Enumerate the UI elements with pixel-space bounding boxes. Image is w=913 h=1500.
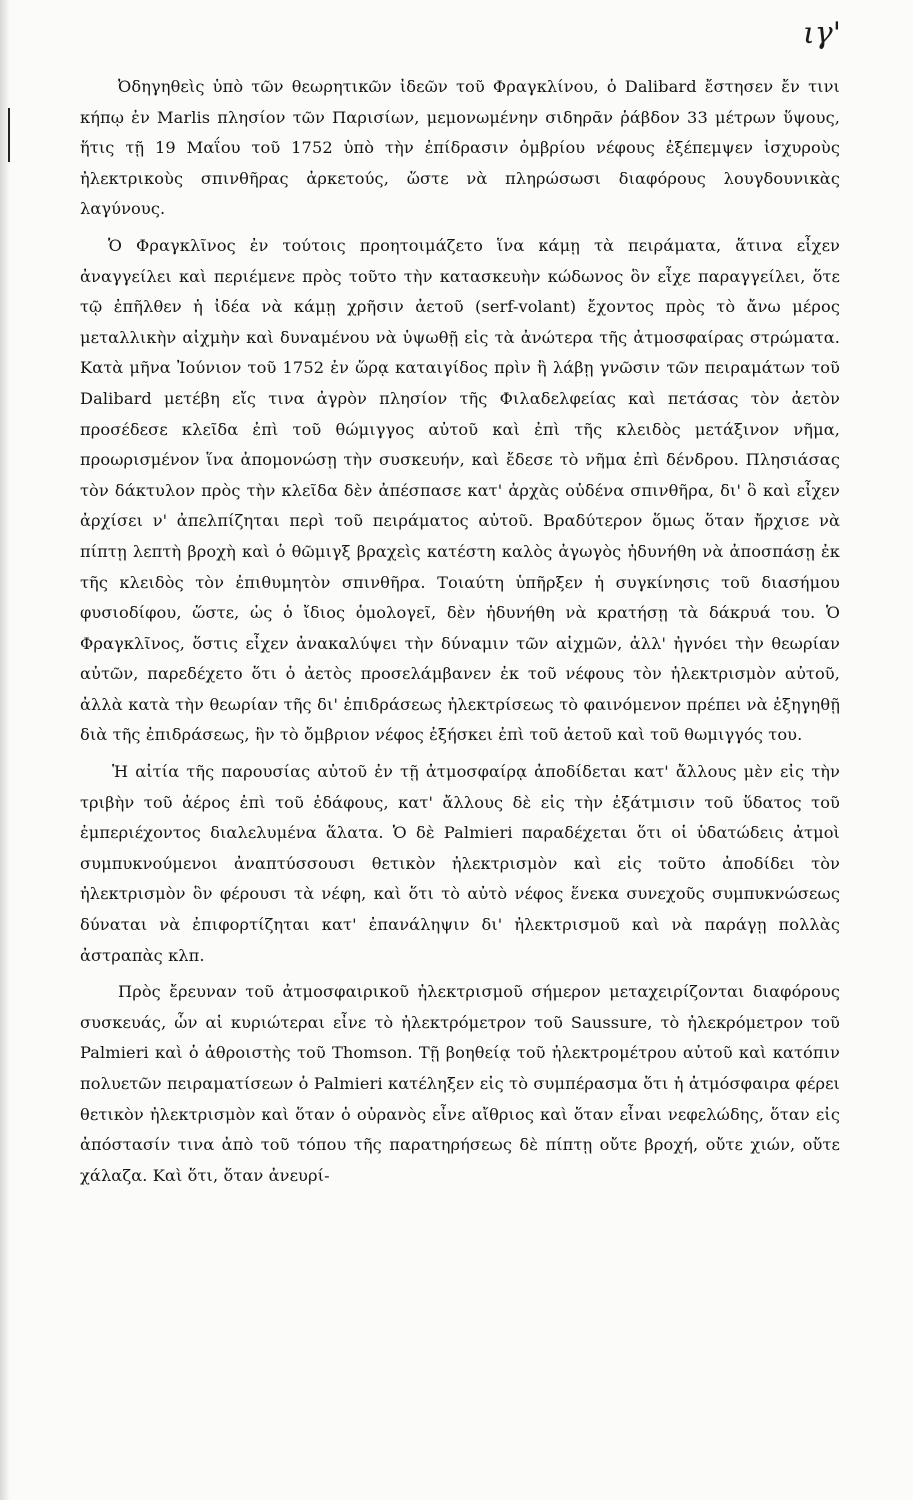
page-number: ιγ' [803, 16, 841, 51]
margin-bracket-mark [0, 108, 10, 162]
paragraph-franklin-kite: Ὁ Φραγκλῖνος ἐν τούτοις προητοιμάζετο ἵνα κάμῃ τὰ πειράματα, ἅτινα εἶχεν ἀναγγείλει καὶ περιέμενε πρὸς τοῦτο τὴν κατασκευὴν κώδωνος ὃν εἶχε παραγγείλει, ὅτε τῷ ἐπῆλθεν ἡ ἰδέα νὰ κάμῃ χρῆσιν ἀετοῦ (serf-volant) ἔχοντος πρὸς τὸ ἄνω μέρος μεταλλικὴν αἰχμὴν καὶ δυναμένου νὰ ὑψωθῇ εἰς τὰ ἀνώτερα τῆς ἀτμοσφαίρας στρώματα. Κατὰ μῆνα Ἰούνιον τοῦ 1752 ἐν ὥρᾳ καταιγίδος πρὶν ἢ λάβῃ γνῶσιν τῶν πειραμάτων τοῦ Dalibard μετέβη εἴς τινα ἀγρὸν πλησίον τῆς Φιλαδελφείας καὶ πετάσας τὸν ἀετὸν προσέδεσε κλεῖδα ἐπὶ τοῦ θώμιγγος αὐτοῦ καὶ ἐπὶ τῆς κλειδὸς μετάξινον νῆμα, προωρισμένον ἵνα ἀπομονώσῃ τὴν συσκευήν, καὶ ἔδεσε τὸ νῆμα ἐπὶ δένδρου. Πλησιάσας τὸν δάκτυλον πρὸς τὴν κλεῖδα δὲν ἀπέσπασε κατ' ἀρχὰς οὐδένα σπινθῆρα, δι' ὃ καὶ εἶχεν ἀρχίσει ν' ἀπελπίζηται περὶ τοῦ πειράματος αὐτοῦ. Βραδύτερον ὅμως ὅταν ἤρχισε νὰ πίπτῃ λεπτὴ βροχὴ καὶ ὁ θῶμιγξ βραχεὶς κατέστη καλὸς ἀγωγὸς ἠδυνήθη νὰ ἀποσπάσῃ ἐκ τῆς κλειδὸς τὸν ἐπιθυμητὸν σπινθῆρα. Τοιαύτη ὑπῆρξεν ἡ συγκίνησις τοῦ διασήμου φυσιοδίφου, ὥστε, ὡς ὁ ἴδιος ὁμολογεῖ, δὲν ἠδυνήθη νὰ κρατήσῃ τὰ δάκρυά του. Ὁ Φραγκλῖνος, ὅστις εἶχεν ἀνακαλύψει τὴν δύναμιν τῶν αἰχμῶν, ἀλλ' ἠγνόει τὴν θεωρίαν αὐτῶν, παρεδέχετο ὅτι ὁ ἀετὸς προσελάμβανεν ἐκ τοῦ νέφους τὸν ἠλεκτρισμὸν αὐτοῦ, ἀλλὰ κατὰ τὴν θεωρίαν τῆς δι' ἐπιδράσεως ἠλεκτρίσεως τὸ φαινόμενον πρέπει νὰ ἐξηγηθῇ διὰ τῆς ἐπιδράσεως, ἣν τὸ ὄμβριον νέφος ἐξήσκει ἐπὶ τοῦ ἀετοῦ καὶ τοῦ θωμιγγός του. [80, 235, 840, 745]
page-gutter-shadow [0, 0, 10, 1500]
paragraph-dalibard: Ὀδηγηθεὶς ὑπὸ τῶν θεωρητικῶν ἰδεῶν τοῦ Φραγκλίνου, ὁ Dalibard ἔστησεν ἔν τινι κήπῳ ἐν Marlis πλησίον τῶν Παρισίων, μεμονωμένην σιδηρᾶν ῥάβδον 33 μέτρων ὕψους, ἥτις τῇ 19 Μαΐου τοῦ 1752 ὑπὸ τὴν ἐπίδρασιν ὀμβρίου νέφους ἐξέπεμψεν ἰσχυροὺς ἠλεκτρικοὺς σπινθῆρας ἀρκετούς, ὥστε νὰ πληρώσωσι διαφόρους λουγδουνικὰς λαγύνους. [80, 77, 840, 219]
paragraph-atmospheric-cause: Ἡ αἰτία τῆς παρουσίας αὐτοῦ ἐν τῇ ἀτμοσφαίρᾳ ἀποδίδεται κατ' ἄλλους μὲν εἰς τὴν τριβὴν τοῦ ἀέρος ἐπὶ τοῦ ἐδάφους, κατ' ἄλλους δὲ εἰς τὴν ἐξάτμισιν τοῦ ὕδατος τοῦ ἐμπεριέχοντος διαλελυμένα ἅλατα. Ὁ δὲ Palmieri παραδέχεται ὅτι οἱ ὑδατώδεις ἀτμοὶ συμπυκνούμενοι ἀναπτύσσουσι θετικὸν ἠλεκτρισμὸν καὶ εἰς τοῦτο ἀποδίδει τὸν ἠλεκτρισμὸν ὃν φέρουσι τὰ νέφη, καὶ ὅτι τὸ αὐτὸ νέφος ἕνεκα συνεχοῦς συμπυκνώσεως δύναται νὰ ἐπιφορτίζηται κατ' ἐπανάληψιν δι' ἠλεκτρισμοῦ καὶ νὰ παράγῃ πολλὰς ἀστραπὰς κλπ. [80, 762, 840, 965]
body-text [80, 72, 840, 1197]
paragraph-electrometers: Πρὸς ἔρευναν τοῦ ἀτμοσφαιρικοῦ ἠλεκτρισμοῦ σήμερον μεταχειρίζονται διαφόρους συσκευάς, ὧν αἱ κυριώτεραι εἶνε τὸ ἠλεκτρόμετρον τοῦ Saussure, τὸ ἠλεκρόμετρον τοῦ Palmieri καὶ ὁ ἀθροιστὴς τοῦ Thomson. Τῇ βοηθείᾳ τοῦ ἠλεκτρομέτρου αὐτοῦ καὶ κατόπιν πολυετῶν πειραματίσεων ὁ Palmieri κατέληξεν εἰς τὸ συμπέρασμα ὅτι ἡ ἀτμόσφαιρα φέρει θετικὸν ἠλεκτρισμὸν καὶ ὅταν ὁ οὐρανὸς εἶνε αἴθριος καὶ ὅταν εἶναι νεφελώδης, ὅταν εἰς ἀπόστασίν τινα ἀπὸ τοῦ τόπου τῆς παρατηρήσεως δὲ πίπτῃ οὔτε βροχή, οὔτε χιών, οὔτε χάλαζα. Καὶ ὅτι, ὅταν ἀνευρί- [80, 982, 840, 1185]
